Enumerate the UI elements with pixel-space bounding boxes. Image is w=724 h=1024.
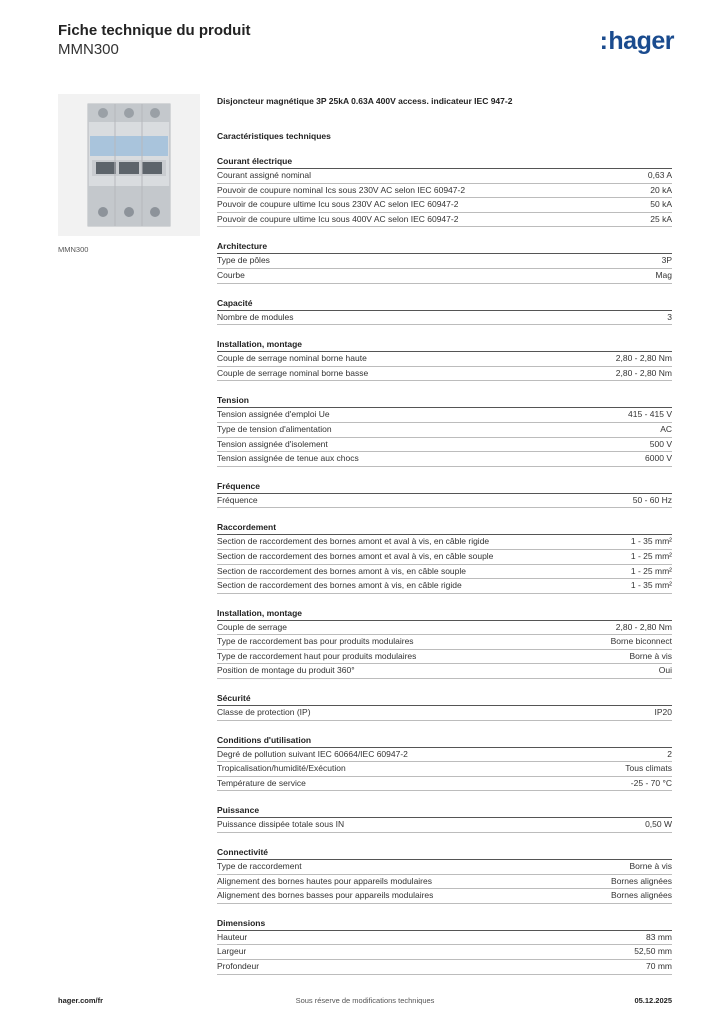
spec-label: Tropicalisation/humidité/Exécution xyxy=(217,763,346,774)
spec-row xyxy=(217,169,672,184)
section-title: Raccordement xyxy=(217,521,672,535)
spec-value: Borne à vis xyxy=(629,650,672,661)
section-title: Installation, montage xyxy=(217,338,672,352)
spec-section xyxy=(217,297,672,326)
spec-row xyxy=(217,635,672,650)
spec-row xyxy=(217,452,672,467)
spec-row xyxy=(217,311,672,326)
spec-section xyxy=(217,917,672,975)
spec-section xyxy=(217,734,672,792)
spec-value: 6000 V xyxy=(645,453,672,464)
spec-value: 2,80 - 2,80 Nm xyxy=(615,367,672,378)
spec-row xyxy=(217,706,672,721)
page-header xyxy=(58,22,251,59)
section-title: Puissance xyxy=(217,804,672,818)
section-title: Fréquence xyxy=(217,480,672,494)
spec-row xyxy=(217,213,672,228)
spec-section xyxy=(217,480,672,509)
spec-value: Borne biconnect xyxy=(610,636,672,647)
spec-row xyxy=(217,254,672,269)
spec-section xyxy=(217,804,672,833)
spec-label: Couple de serrage nominal borne basse xyxy=(217,367,369,378)
footer-disclaimer: Sous réserve de modifications techniques xyxy=(295,996,435,1005)
section-title: Conditions d'utilisation xyxy=(217,734,672,748)
spec-row xyxy=(217,535,672,550)
spec-label: Fréquence xyxy=(217,494,258,505)
spec-label: Type de raccordement xyxy=(217,861,302,872)
spec-value: Bornes alignées xyxy=(611,890,672,901)
spec-row xyxy=(217,931,672,946)
spec-value: Borne à vis xyxy=(629,861,672,872)
spec-value: AC xyxy=(660,423,672,434)
spec-label: Largeur xyxy=(217,946,247,957)
spec-value: 1 - 35 mm² xyxy=(630,580,672,591)
spec-label: Section de raccordement des bornes amont et aval à vis, en câble souple xyxy=(217,550,494,561)
page-title: Fiche technique du produit xyxy=(58,22,251,39)
spec-section xyxy=(217,692,672,721)
spec-row xyxy=(217,748,672,763)
product-reference: MMN300 xyxy=(58,41,119,58)
spec-row xyxy=(217,423,672,438)
spec-value: Bornes alignées xyxy=(611,875,672,886)
spec-section xyxy=(217,846,672,904)
spec-value: 83 mm xyxy=(646,931,672,942)
section-title: Dimensions xyxy=(217,917,672,931)
spec-value: 500 V xyxy=(649,438,672,449)
spec-label: Type de raccordement haut pour produits modulaires xyxy=(217,650,417,661)
spec-row xyxy=(217,367,672,382)
spec-value: 25 kA xyxy=(650,213,672,224)
logo-text: hager xyxy=(608,27,674,55)
spec-row xyxy=(217,762,672,777)
spec-label: Pouvoir de coupure nominal Ics sous 230V AC selon IEC 60947-2 xyxy=(217,184,466,195)
spec-label: Courant assigné nominal xyxy=(217,170,312,180)
footer-date: 05.12.2025 xyxy=(634,996,672,1005)
spec-label: Puissance dissipée totale sous IN xyxy=(217,819,345,830)
product-image xyxy=(58,94,200,236)
spec-label: Couple de serrage nominal borne haute xyxy=(217,353,367,364)
spec-value: 0,63 A xyxy=(647,170,672,180)
spec-row xyxy=(217,860,672,875)
spec-row xyxy=(217,818,672,833)
spec-value: 3 xyxy=(667,311,672,322)
spec-value: -25 - 70 °C xyxy=(630,777,672,788)
spec-row xyxy=(217,438,672,453)
section-title: Connectivité xyxy=(217,846,672,860)
spec-content xyxy=(217,94,672,975)
spec-label: Pouvoir de coupure ultime Icu sous 230V AC selon IEC 60947-2 xyxy=(217,199,459,210)
spec-value: 415 - 415 V xyxy=(628,409,672,420)
footer-website-link[interactable]: hager.com/fr xyxy=(58,996,104,1005)
spec-section xyxy=(217,240,672,283)
section-title: Sécurité xyxy=(217,692,672,706)
section-title: Courant électrique xyxy=(217,155,672,169)
spec-section xyxy=(217,338,672,381)
spec-value: Tous climats xyxy=(625,763,672,774)
spec-value: 50 - 60 Hz xyxy=(632,494,672,505)
spec-row xyxy=(217,945,672,960)
spec-row xyxy=(217,198,672,213)
spec-label: Courbe xyxy=(217,269,245,280)
hager-logo xyxy=(600,27,674,56)
spec-value: 2,80 - 2,80 Nm xyxy=(615,353,672,364)
spec-value: 3P xyxy=(661,255,672,266)
spec-label: Profondeur xyxy=(217,961,260,971)
section-title: Tension xyxy=(217,394,672,408)
section-title: Architecture xyxy=(217,240,672,254)
section-title: Capacité xyxy=(217,297,672,311)
spec-row xyxy=(217,494,672,509)
section-title: Installation, montage xyxy=(217,607,672,621)
spec-row xyxy=(217,565,672,580)
circuit-breaker-illustration xyxy=(58,94,200,236)
spec-row xyxy=(217,579,672,594)
spec-value: 1 - 35 mm² xyxy=(630,536,672,547)
spec-label: Type de tension d'alimentation xyxy=(217,423,332,434)
spec-row xyxy=(217,184,672,199)
spec-row xyxy=(217,664,672,679)
logo-dots: : xyxy=(599,27,608,55)
spec-value: 2 xyxy=(667,748,672,759)
spec-label: Tension assignée de tenue aux chocs xyxy=(217,453,359,464)
spec-label: Alignement des bornes hautes pour appareils modulaires xyxy=(217,875,432,886)
spec-label: Nombre de modules xyxy=(217,311,294,322)
product-description: Disjoncteur magnétique 3P 25kA 0.63A 400V access. indicateur IEC 947-2 xyxy=(217,96,513,106)
spec-row xyxy=(217,269,672,284)
spec-label: Tension assignée d'isolement xyxy=(217,438,328,449)
spec-label: Température de service xyxy=(217,777,306,788)
spec-label: Tension assignée d'emploi Ue xyxy=(217,409,330,420)
spec-label: Pouvoir de coupure ultime Icu sous 400V AC selon IEC 60947-2 xyxy=(217,213,459,224)
spec-value: 2,80 - 2,80 Nm xyxy=(615,621,672,632)
spec-section xyxy=(217,155,672,227)
spec-value: 52,50 mm xyxy=(634,946,672,957)
spec-sections xyxy=(217,155,672,975)
spec-label: Classe de protection (IP) xyxy=(217,707,311,718)
spec-section xyxy=(217,521,672,593)
spec-label: Position de montage du produit 360° xyxy=(217,665,355,676)
spec-value: IP20 xyxy=(654,707,672,718)
spec-row xyxy=(217,960,672,975)
spec-row xyxy=(217,550,672,565)
spec-section xyxy=(217,607,672,679)
spec-value: Mag xyxy=(655,269,672,280)
spec-row xyxy=(217,408,672,423)
spec-label: Section de raccordement des bornes amont à vis, en câble rigide xyxy=(217,580,462,591)
spec-label: Alignement des bornes basses pour appareils modulaires xyxy=(217,890,434,901)
spec-label: Type de raccordement bas pour produits modulaires xyxy=(217,636,414,647)
spec-label: Couple de serrage xyxy=(217,621,287,632)
spec-row xyxy=(217,650,672,665)
spec-value: 0,50 W xyxy=(645,819,672,830)
spec-label: Section de raccordement des bornes amont à vis, en câble souple xyxy=(217,565,467,576)
spec-value: 1 - 25 mm² xyxy=(630,550,672,561)
image-caption: MMN300 xyxy=(58,245,89,254)
characteristics-heading: Caractéristiques techniques xyxy=(217,131,331,141)
spec-value: 20 kA xyxy=(650,184,672,195)
spec-label: Hauteur xyxy=(217,931,248,942)
spec-row xyxy=(217,621,672,636)
spec-value: Oui xyxy=(658,665,672,676)
spec-label: Degré de pollution suivant IEC 60664/IEC 60947-2 xyxy=(217,748,408,759)
spec-section xyxy=(217,394,672,466)
spec-label: Section de raccordement des bornes amont et aval à vis, en câble rigide xyxy=(217,536,490,547)
spec-label: Type de pôles xyxy=(217,255,270,266)
spec-row xyxy=(217,875,672,890)
spec-row xyxy=(217,777,672,792)
spec-value: 70 mm xyxy=(646,961,672,971)
spec-row xyxy=(217,889,672,904)
spec-value: 50 kA xyxy=(650,199,672,210)
spec-row xyxy=(217,352,672,367)
spec-value: 1 - 25 mm² xyxy=(630,565,672,576)
